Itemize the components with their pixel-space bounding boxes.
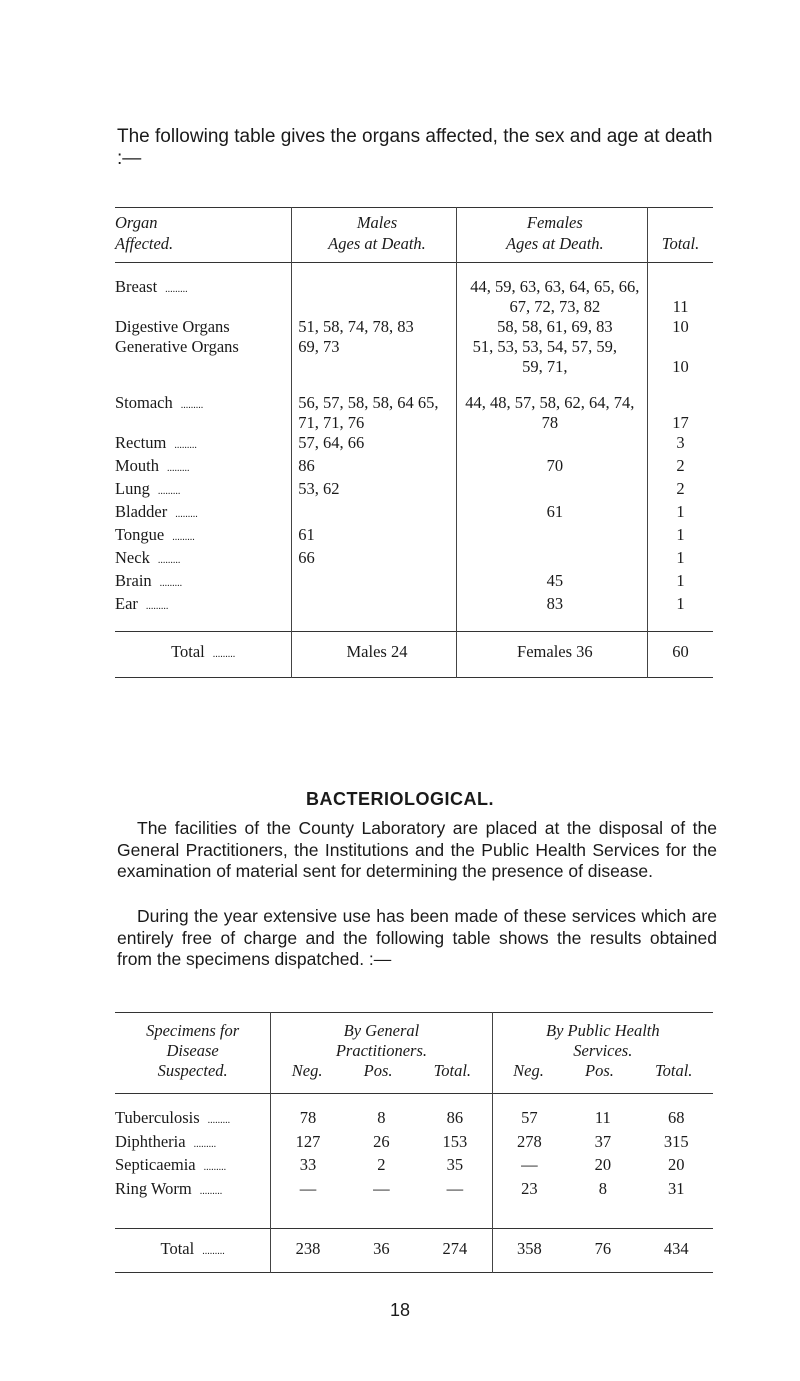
table-row [115,1132,713,1156]
spacer-cell [271,1202,492,1229]
public-values [492,1132,713,1156]
pos-cell: 2 [377,1155,386,1174]
table-row [115,571,713,594]
total-cell: 1 [648,571,713,594]
header-specimens: Specimens for Disease Suspected. [146,1021,240,1080]
total-cell: 31 [668,1178,685,1198]
females-total: Females 36 [456,632,647,678]
total-cell: 17 [648,377,713,433]
header-pos: Pos. [363,1061,393,1080]
total-cell: 315 [663,1131,689,1151]
organ-cell: Tongue ......... [115,525,195,544]
organ-cell: Stomach ......... [115,393,204,412]
grand-total: 60 [648,632,713,678]
paragraph: The facilities of the County Laboratory are placed at the disposal of the General Practitioners, the Institutions and the Public Health Services for the examination of material sent for determining the presence of disease. [117,818,717,881]
general-values [271,1155,492,1179]
females-cell [456,433,647,456]
females-cell: 61 [456,502,647,525]
pos-cell: 26 [373,1131,390,1151]
organ-cell: Rectum ......... [115,433,197,452]
total-label: Total ......... [171,642,236,661]
neg-cell: 127 [295,1131,321,1151]
males-cell: 56, 57, 58, 58, 64 65, 71, 71, 76 [292,377,456,433]
table-row [115,317,713,337]
males-cell: 53, 62 [292,479,456,502]
males-cell [292,594,456,632]
males-cell: 69, 73 [292,337,456,377]
header-total: Total. [654,1061,693,1080]
males-cell [292,502,456,525]
pos-cell: 20 [594,1155,612,1174]
total-cell: 2 [648,456,713,479]
total-cell: 1 [648,548,713,571]
pos-cell: 37 [594,1131,612,1151]
pos-cell: 8 [377,1108,386,1127]
total-cell: 1 [648,525,713,548]
total-cell: 10 [648,337,713,377]
organ-cell: Mouth ......... [115,456,190,475]
females-cell: 70 [456,456,647,479]
page-number: 18 [389,1300,411,1320]
header-neg: Neg. [291,1061,323,1080]
neg-cell: 57 [521,1108,538,1127]
males-cell: 86 [292,456,456,479]
table-total-row [115,632,713,678]
organ-cell: Neck ......... [115,548,181,567]
pos-cell: 11 [594,1108,611,1127]
males-cell: 61 [292,525,456,548]
header-males: Males Ages at Death. [292,208,456,263]
table-row [115,456,713,479]
header-public: By Public Health Services. Neg. Pos. Total. [492,1013,713,1094]
neg-cell: — [299,1178,317,1198]
pos-cell: — [373,1178,390,1198]
intro-text: The following table gives the organs affected, the sex and age at death :— [117,126,713,169]
table-header-row [115,208,713,263]
grand-total: 434 [663,1239,689,1258]
organ-cell: Digestive Organs [115,317,230,336]
header-neg: Neg. [513,1061,544,1080]
neg-cell: — [521,1155,538,1174]
table-row [115,433,713,456]
neg-total: 238 [295,1239,321,1258]
general-values [271,1094,492,1132]
females-cell [456,548,647,571]
males-total: Males 24 [292,632,456,678]
table-row [115,594,713,632]
table-row [115,525,713,548]
pos-cell: 8 [598,1178,607,1198]
table-total-row [115,1229,713,1273]
males-cell: 51, 58, 74, 78, 83 [292,317,456,337]
spacer-row [115,1202,713,1229]
neg-total: 358 [516,1239,542,1258]
header-total: Total. [648,208,713,263]
females-cell [456,479,647,502]
total-cell: 1 [648,594,713,632]
neg-cell: 23 [521,1178,538,1198]
neg-cell: 78 [299,1108,317,1127]
public-values [492,1094,713,1132]
females-cell: 83 [456,594,647,632]
table-row [115,1094,713,1132]
grand-total: 274 [442,1239,468,1258]
bacteriology-table [115,1012,713,1273]
table-row [115,502,713,525]
header-general: By General Practitioners. Neg. Pos. Total. [271,1013,492,1094]
header-females: Females Ages at Death. [456,208,647,263]
males-cell [292,263,456,318]
females-cell [456,525,647,548]
males-cell: 57, 64, 66 [292,433,456,456]
table-header-row [115,1013,713,1094]
section-heading: BACTERIOLOGICAL. [306,789,494,809]
organ-cell: Lung ......... [115,479,181,498]
pos-total: 76 [594,1239,612,1258]
disease-cell: Tuberculosis ......... [115,1108,231,1127]
females-cell: 44, 48, 57, 58, 62, 64, 74, 78 [456,377,647,433]
organs-table [115,207,713,678]
females-cell: 58, 58, 61, 69, 83 [456,317,647,337]
header-organ: Organ Affected. [115,213,174,253]
header-pos: Pos. [584,1061,614,1080]
spacer-cell [115,1202,271,1229]
total-cell: 86 [446,1108,464,1127]
disease-cell: Diphtheria ......... [115,1131,217,1151]
total-cell: 2 [648,479,713,502]
public-totals [492,1229,713,1273]
table-row [115,337,713,377]
public-values [492,1155,713,1179]
spacer-cell [492,1202,713,1229]
disease-cell: Ring Worm ......... [115,1178,223,1198]
general-values [271,1179,492,1203]
organ-cell: Ear ......... [115,594,169,613]
females-cell: 44, 59, 63, 63, 64, 65, 66, 67, 72, 73, 82 [456,263,647,318]
table-row [115,377,713,433]
table-row [115,479,713,502]
paragraph: During the year extensive use has been made of these services which are entirely free of charge and the following table shows the results obtained from the specimens dispatched. :— [117,906,717,969]
females-cell: 45 [456,571,647,594]
table-row [115,263,713,318]
organ-cell: Breast ......... [115,277,188,296]
general-values [271,1132,492,1156]
total-cell: 35 [446,1155,464,1174]
total-cell: 1 [648,502,713,525]
total-cell: 153 [442,1131,468,1151]
males-cell: 66 [292,548,456,571]
table-row [115,548,713,571]
header-total: Total. [433,1061,472,1080]
total-cell: 10 [648,317,713,337]
females-cell: 51, 53, 53, 54, 57, 59, 59, 71, [456,337,647,377]
disease-cell: Septicaemia ......... [115,1155,227,1174]
general-totals [271,1229,492,1273]
total-cell: 20 [668,1155,685,1174]
table-row [115,1179,713,1203]
table-row [115,1155,713,1179]
total-cell: — [446,1178,464,1198]
males-cell [292,571,456,594]
organ-cell: Bladder ......... [115,502,198,521]
total-cell: 68 [668,1108,685,1127]
total-cell: 11 [648,263,713,318]
total-label: Total ......... [160,1239,225,1258]
total-cell: 3 [648,433,713,456]
neg-cell: 278 [516,1131,542,1151]
organ-cell: Brain ......... [115,571,183,590]
organ-cell: Generative Organs [115,337,239,356]
public-values [492,1179,713,1203]
neg-cell: 33 [299,1155,317,1174]
pos-total: 36 [373,1239,390,1258]
